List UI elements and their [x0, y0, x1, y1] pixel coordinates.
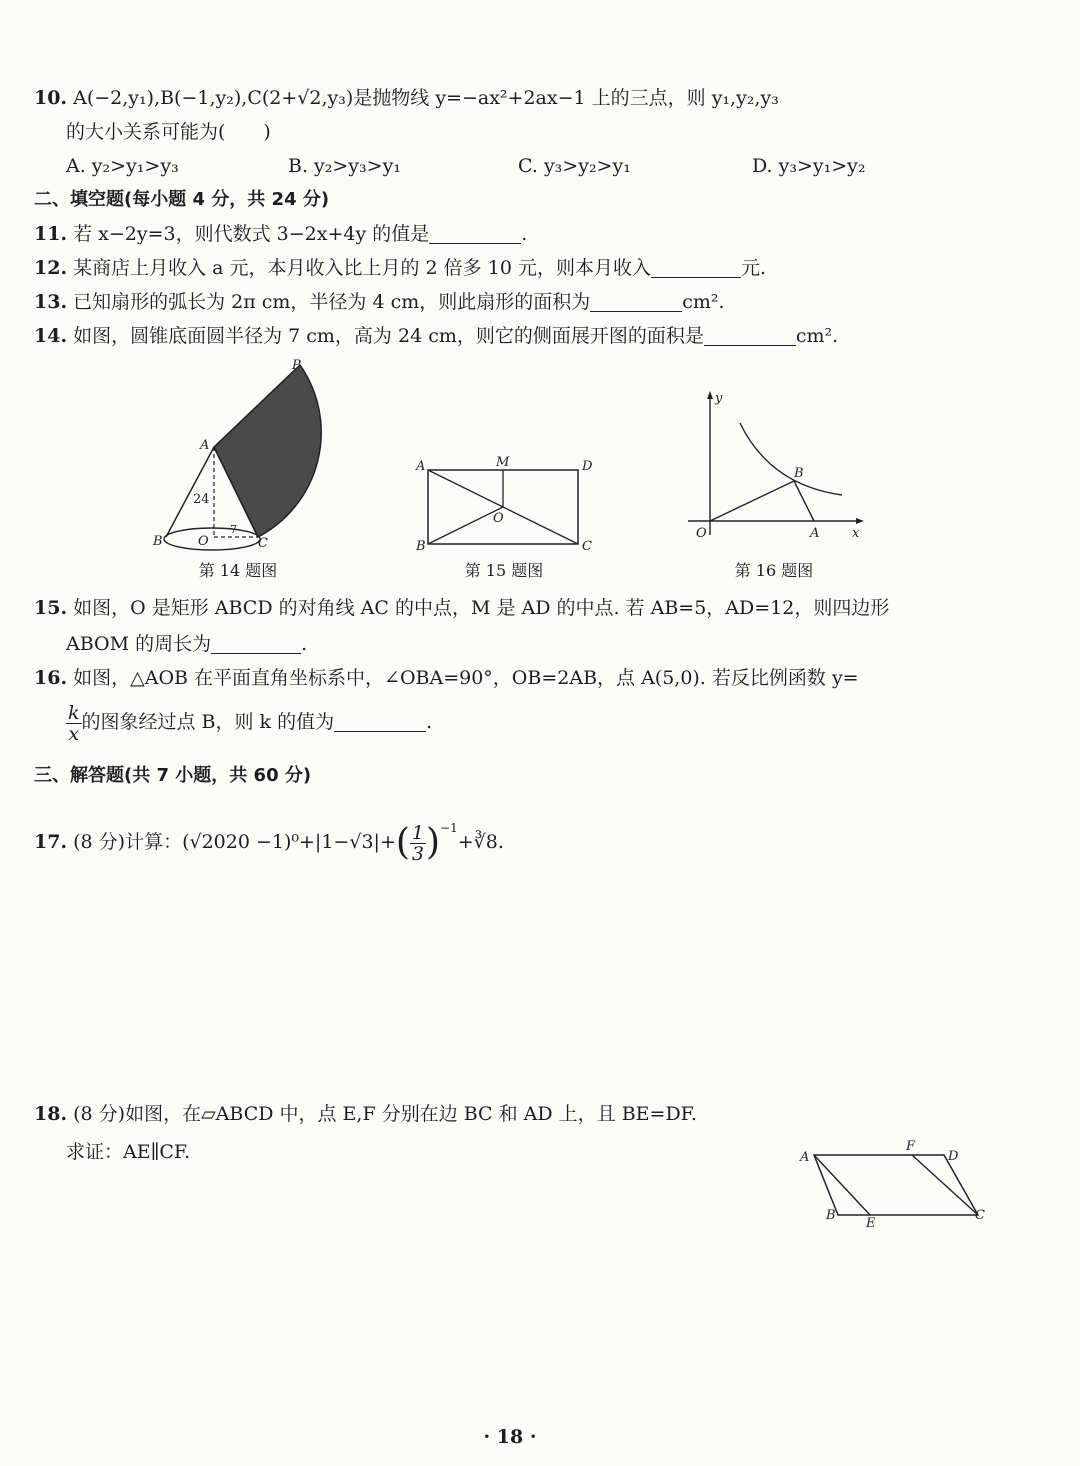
fig18-label-d: D: [948, 1149, 959, 1164]
q16-text: 如图，△AOB 在平面直角坐标系中，∠OBA=90°，OB=2AB，点 A(5,0). 若反比例函数 y=: [73, 667, 859, 689]
q11-end: .: [521, 223, 528, 245]
fig14-label-c: C: [258, 536, 268, 551]
q11-text: 若 x−2y=3，则代数式 3−2x+4y 的值是: [73, 223, 430, 245]
fig16-label-o: O: [696, 526, 707, 541]
q13-text: 已知扇形的弧长为 2π cm，半径为 4 cm，则此扇形的面积为: [73, 291, 591, 313]
q10-option-b: B. y₂>y₃>y₁: [288, 155, 401, 177]
fig16-label-x: x: [852, 526, 860, 541]
q16-number: 16.: [34, 667, 68, 689]
q16-frac-num: k: [68, 701, 80, 724]
fig14-label-a: A: [200, 438, 210, 453]
q13-number: 13.: [34, 291, 68, 313]
q11-number: 11.: [34, 223, 68, 245]
q10-text: A(−2,y₁),B(−1,y₂),C(2+√2,y₃)是抛物线 y=−ax²+2ax−1 上的三点，则 y₁,y₂,y₃: [73, 87, 779, 109]
fig15-label-a: A: [416, 459, 426, 474]
q15-line1: [34, 594, 1020, 622]
fig18-label-f: F: [906, 1139, 916, 1154]
q12-text: 某商店上月收入 a 元，本月收入比上月的 2 倍多 10 元，则本月收入: [73, 257, 651, 279]
q16-frac-den: x: [68, 722, 80, 745]
figure-18-parallelogram: [790, 1135, 1000, 1235]
q15-number: 15.: [34, 597, 68, 619]
fig14-label-height: 24: [193, 492, 210, 507]
q10-line2: 的大小关系可能为( ): [66, 121, 271, 143]
q16-line1: [34, 664, 1020, 692]
q15-end: .: [301, 633, 308, 655]
figure-16-graph: [680, 385, 870, 550]
q17-close-paren: ): [426, 822, 441, 863]
segment-bo: [428, 507, 503, 544]
q18-line2: 求证：AE∥CF.: [66, 1141, 191, 1163]
fig15-label-c: C: [582, 539, 592, 554]
fig18-label-c: C: [975, 1208, 985, 1223]
q16-text2: 的图象经过点 B，则 k 的值为: [81, 711, 335, 733]
q17-frac-den: 3: [411, 842, 424, 865]
section-fill-in-heading: 二、填空题(每小题 4 分，共 24 分): [34, 189, 330, 210]
fig14-label-radius: 7: [230, 523, 237, 536]
fig16-label-b: B: [794, 466, 804, 481]
q12-answer-blank[interactable]: [651, 257, 741, 278]
q16-answer-blank[interactable]: [334, 711, 426, 732]
q10-option-c: C. y₃>y₂>y₁: [518, 155, 631, 177]
figure-15-caption: 第 15 题图: [464, 561, 544, 580]
q16-fraction: [66, 703, 82, 744]
q15-text2: ABOM 的周长为: [66, 633, 212, 655]
q17-prefix: (8 分)计算：(√2020 −1)⁰+|1−√3|+: [73, 831, 396, 853]
q11: [34, 220, 1020, 248]
q10-number: 10.: [34, 87, 68, 109]
q14: [34, 322, 1020, 350]
q14-number: 14.: [34, 325, 68, 347]
page-number: · 18 ·: [483, 1426, 537, 1448]
q11-answer-blank[interactable]: [429, 223, 521, 244]
figure-15-rectangle: [410, 450, 600, 560]
fig14-label-b: B: [153, 534, 163, 549]
q10-line1: [34, 84, 1020, 112]
section-solve-heading: 三、解答题(共 7 小题，共 60 分): [34, 765, 312, 786]
fig16-label-y: y: [715, 391, 723, 406]
fig18-label-b: B: [826, 1208, 836, 1223]
q13-end: cm².: [682, 291, 725, 313]
fig14-label-p: P: [292, 358, 301, 373]
q10-option-d: D. y₃>y₁>y₂: [752, 155, 866, 177]
figure-14-cone: [140, 355, 350, 565]
q14-end: cm².: [795, 325, 839, 347]
q17-exponent: −1: [440, 821, 458, 835]
q17-suffix: +∛8.: [457, 831, 504, 853]
fig18-label-e: E: [866, 1216, 876, 1231]
q18-text: (8 分)如图，在▱ABCD 中，点 E,F 分别在边 BC 和 AD 上，且 BE=DF.: [73, 1103, 697, 1125]
fig15-label-o: O: [493, 511, 504, 526]
parallelogram-abcd: [814, 1155, 978, 1215]
q14-answer-blank[interactable]: [704, 325, 796, 346]
fig14-label-o: O: [198, 534, 209, 549]
cone-lateral-sector: [214, 365, 321, 537]
segment-ae: [814, 1155, 870, 1215]
q16-line2: [66, 700, 1020, 746]
q17-fraction: [410, 823, 426, 864]
q18-line1: [34, 1100, 1020, 1128]
fig15-label-b: B: [416, 539, 426, 554]
fig15-label-d: D: [582, 459, 593, 474]
q15-line2: [66, 630, 1020, 658]
q13: [34, 288, 1020, 316]
q16-end: .: [426, 711, 433, 733]
q15-text: 如图，O 是矩形 ABCD 的对角线 AC 的中点，M 是 AD 的中点. 若 AB=5，AD=12，则四边形: [73, 597, 890, 619]
q17-number: 17.: [34, 831, 68, 853]
segment-fc: [912, 1155, 978, 1215]
y-axis-arrow: [707, 391, 713, 399]
q12: [34, 254, 1020, 282]
hyperbola-curve: [740, 423, 842, 495]
x-axis-arrow: [856, 518, 864, 524]
figure-16-caption: 第 16 题图: [734, 561, 814, 580]
q10-options: [66, 152, 1020, 180]
q18-number: 18.: [34, 1103, 68, 1125]
figure-14-caption: 第 14 题图: [198, 561, 278, 580]
fig16-label-a: A: [810, 526, 820, 541]
q13-answer-blank[interactable]: [590, 291, 682, 312]
q14-text: 如图，圆锥底面圆半径为 7 cm，高为 24 cm，则它的侧面展开图的面积是: [73, 325, 704, 347]
q10-option-a: A. y₂>y₁>y₃: [66, 155, 179, 177]
fig15-label-m: M: [496, 455, 510, 470]
segment-ob: [710, 481, 794, 521]
cone-base: [164, 528, 260, 550]
q12-end: 元.: [740, 257, 766, 279]
q15-answer-blank[interactable]: [211, 633, 301, 654]
q17-open-paren: (: [395, 822, 410, 863]
q12-number: 12.: [34, 257, 68, 279]
q17: [34, 806, 1020, 865]
fig18-label-a: A: [800, 1150, 810, 1165]
q17-frac-num: 1: [411, 821, 424, 844]
